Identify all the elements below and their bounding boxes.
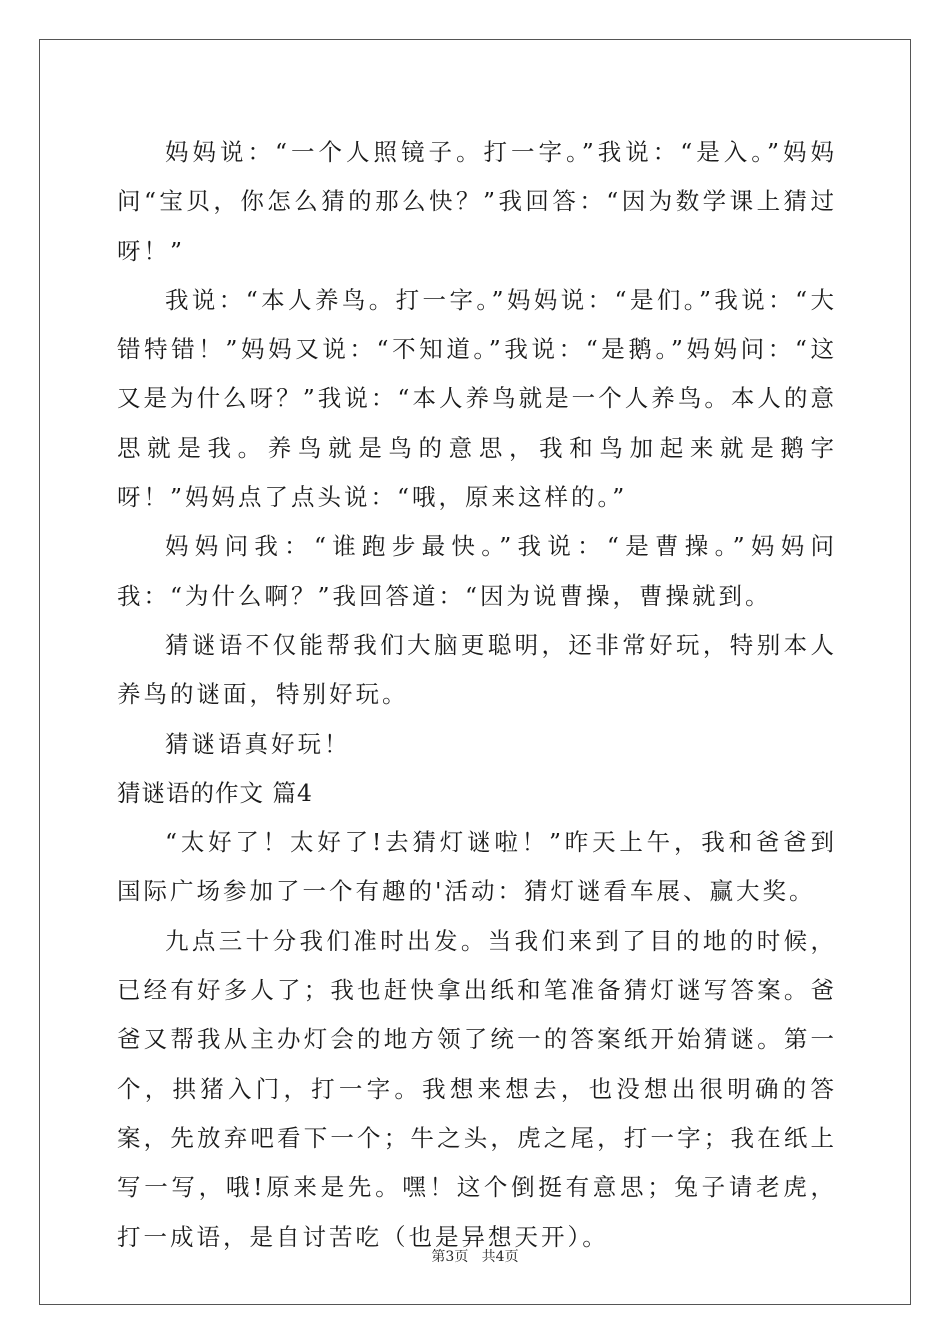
paragraph: 九点三十分我们准时出发。当我们来到了目的地的时候，已经有好多人了；我也赶快拿出纸和笔准备猜灯谜写答案。爸爸又帮我从主办灯会的地方领了统一的答案纸开始猜谜。第一个，拱猪入门，打一字。我想来想去，也没想出很明确的答案，先放弃吧看下一个；牛之头，虎之尾，打一字；我在纸上写一写，哦!原来是先。嘿！这个倒挺有意思；兔子请老虎，打一成语，是自讨苦吃（也是异想天开）。 xyxy=(117,926,837,1251)
paragraph: 猜谜语真好玩！ xyxy=(165,729,351,758)
section-heading: 猜谜语的作文 篇4 xyxy=(117,778,313,807)
paragraph: 妈妈说：“一个人照镜子。打一字。”我说：“是入。”妈妈问“宝贝，你怎么猜的那么快？”我回答：“因为数学课上猜过呀！” xyxy=(117,138,837,265)
document-body xyxy=(117,128,837,1262)
paragraph: “太好了！太好了!去猜灯谜啦！”昨天上午，我和爸爸到国际广场参加了一个有趣的'活动：猜灯谜看车展、赢大奖。 xyxy=(117,828,837,906)
paragraph: 我说：“本人养鸟。打一字。”妈妈说：“是们。”我说：“大错特错！”妈妈又说：“不知道。”我说：“是鹅。”妈妈问：“这又是为什么呀？”我说：“本人养鸟就是一个人养鸟。本人的意思就是我。养鸟就是鸟的意思，我和鸟加起来就是鹅字呀！”妈妈点了点头说：“哦，原来这样的。” xyxy=(117,285,837,512)
paragraph: 猜谜语不仅能帮我们大脑更聪明，还非常好玩，特别本人养鸟的谜面，特别好玩。 xyxy=(117,630,837,709)
paragraph: 妈妈问我：“谁跑步最快。”我说：“是曹操。”妈妈问我：“为什么啊？”我回答道：“因为说曹操，曹操就到。 xyxy=(117,532,837,610)
page-footer: 第3页 共4页 xyxy=(431,1249,519,1265)
